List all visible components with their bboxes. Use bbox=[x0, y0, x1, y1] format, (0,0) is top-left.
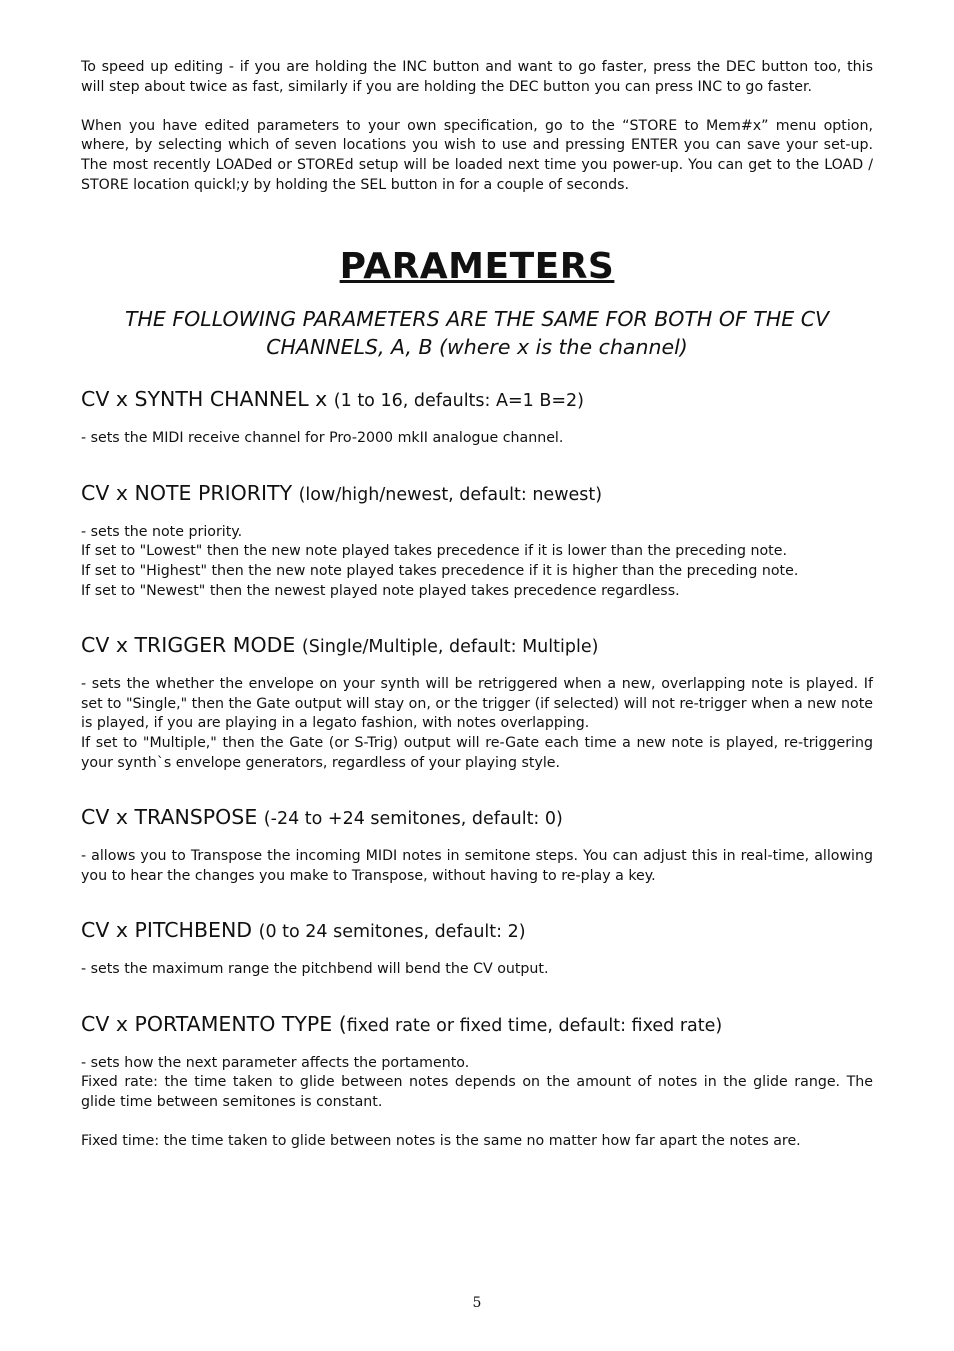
parameter-section bbox=[81, 631, 873, 773]
parameter-heading bbox=[81, 479, 873, 509]
parameter-name: CV x NOTE PRIORITY bbox=[81, 480, 299, 505]
parameter-section bbox=[81, 385, 873, 449]
intro-paragraph: When you have edited parameters to your own specification, go to the “STORE to Mem#x” menu option, where, by selecting which of seven locations you wish to use and pressing ENTER you can save your set-up. The most recently LOADed or STOREd setup will be loaded next time you power-up. You can get to the LOAD / STORE location quickl;y by holding the SEL button in for a couple of seconds. bbox=[81, 117, 873, 193]
parameter-range: (1 to 16, defaults: A=1 B=2) bbox=[333, 391, 584, 412]
parameter-section bbox=[81, 916, 873, 980]
intro bbox=[81, 58, 873, 195]
parameter-range: fixed rate or fixed time, default: fixed rate) bbox=[346, 1015, 723, 1036]
parameter-heading bbox=[81, 1010, 873, 1040]
parameter-name: CV x TRANSPOSE bbox=[81, 805, 264, 830]
intro-paragraph: To speed up editing - if you are holding the INC button and want to go faster, press the DEC button too, this will step about twice as fast, similarly if you are holding the DEC button you can press INC to go faster. bbox=[81, 59, 873, 95]
parameter-range: (Single/Multiple, default: Multiple) bbox=[301, 637, 599, 658]
parameter-section bbox=[81, 803, 873, 886]
parameter-heading bbox=[81, 385, 873, 415]
parameter-heading bbox=[81, 803, 873, 833]
parameter-description: - sets the note priority. bbox=[81, 523, 243, 540]
parameter-description: Fixed rate: the time taken to glide between notes depends on the amount of notes in the glide range. The glide time between semitones is constant. bbox=[81, 1074, 873, 1111]
parameter-description: If set to "Newest" then the newest played note played takes precedence regardless. bbox=[81, 582, 680, 599]
parameter-description: - sets how the next parameter affects the portamento. bbox=[81, 1054, 470, 1071]
parameter-name: CV x PORTAMENTO TYPE ( bbox=[81, 1011, 347, 1036]
parameter-description: If set to "Highest" then the new note played takes precedence if it is higher than the preceding note. bbox=[81, 562, 799, 579]
parameter-description: If set to "Multiple," then the Gate (or S-Trig) output will re-Gate each time a new note is played, re-triggering your synth`s envelope generators, regardless of your playing style. bbox=[81, 734, 873, 771]
page-number: 5 bbox=[472, 1295, 482, 1311]
parameter-section bbox=[81, 479, 873, 601]
parameter-description: - sets the whether the envelope on your synth will be retriggered when a new, overlapping note is played. If set to "Single," then the Gate output will stay on, or the trigger (if selected) will not re-trigger when a new note is played, if you are playing in a legato fashion, with notes overlapping. bbox=[81, 676, 873, 732]
parameter-range: (low/high/newest, default: newest) bbox=[298, 484, 603, 505]
parameter-section bbox=[81, 1010, 873, 1152]
parameter-heading bbox=[81, 916, 873, 946]
parameter-heading bbox=[81, 631, 873, 661]
parameter-description: Fixed time: the time taken to glide between notes is the same no matter how far apart the notes are. bbox=[81, 1133, 801, 1150]
parameter-description: If set to "Lowest" then the new note played takes precedence if it is lower than the preceding note. bbox=[81, 543, 787, 560]
parameter-description: - sets the maximum range the pitchbend will bend the CV output. bbox=[81, 961, 549, 978]
paragraph-gap bbox=[81, 1113, 873, 1133]
parameter-description: - sets the MIDI receive channel for Pro-2000 mkII analogue channel. bbox=[81, 430, 564, 447]
page-subtitle: THE FOLLOWING PARAMETERS ARE THE SAME FOR BOTH OF THE CV CHANNELS, A, B (where x is the channel) bbox=[124, 307, 830, 360]
parameter-name: CV x PITCHBEND bbox=[81, 918, 259, 943]
parameter-description: - allows you to Transpose the incoming MIDI notes in semitone steps. You can adjust this in real-time, allowing you to hear the changes you make to Transpose, without having to re-play a key. bbox=[81, 848, 873, 884]
parameter-name: CV x TRIGGER MODE bbox=[81, 633, 302, 658]
parameter-range: (-24 to +24 semitones, default: 0) bbox=[263, 809, 563, 830]
parameter-range: (0 to 24 semitones, default: 2) bbox=[258, 922, 526, 943]
page-title: PARAMETERS bbox=[339, 246, 615, 288]
page-content bbox=[81, 58, 873, 1152]
parameter-name: CV x SYNTH CHANNEL x bbox=[81, 387, 334, 412]
